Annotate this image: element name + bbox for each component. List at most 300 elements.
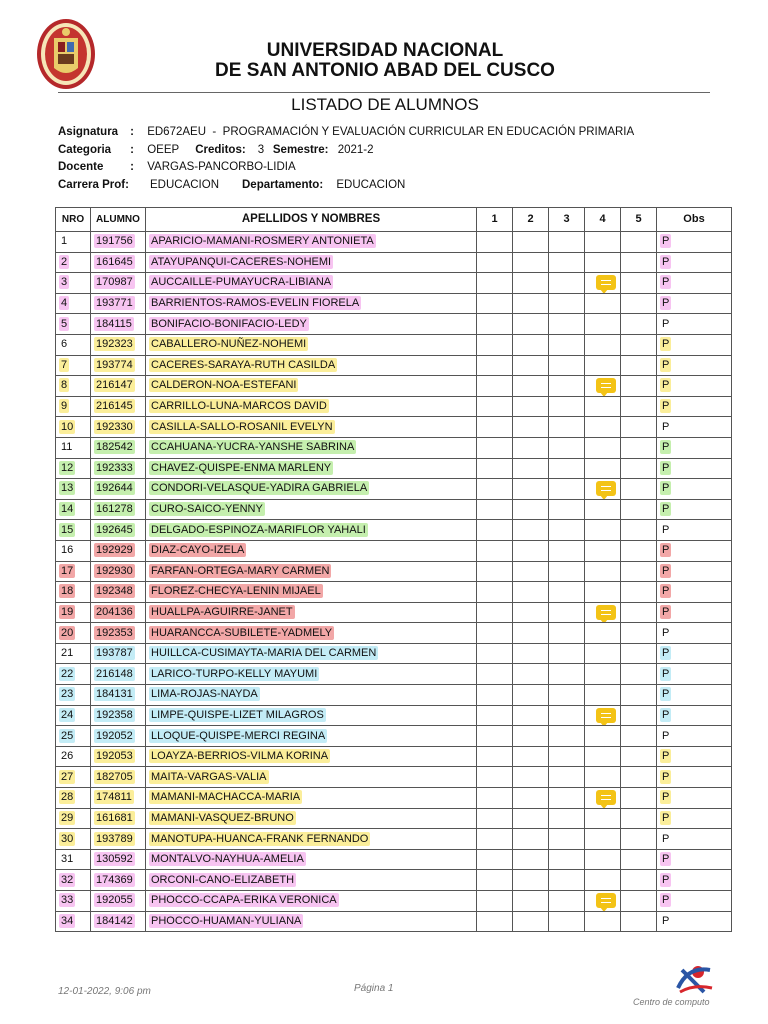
- cell-name: [146, 643, 477, 664]
- student-name: LIMPE-QUISPE-LIZET MILAGROS: [151, 708, 324, 721]
- cell-alumno: [91, 767, 146, 788]
- cell-grade-4: [585, 252, 621, 273]
- cell-grade-1: [477, 499, 513, 520]
- cell-grade-1: [477, 561, 513, 582]
- student-code: 192348: [96, 585, 133, 598]
- row-number: 26: [61, 750, 74, 763]
- cell-grade-4: [585, 437, 621, 458]
- obs-value: P: [662, 585, 670, 598]
- cell-grade-2: [513, 520, 549, 541]
- cell-name: [146, 870, 477, 891]
- student-code: 170987: [96, 276, 133, 289]
- cell-grade-3: [549, 726, 585, 747]
- student-code: 192645: [96, 523, 133, 536]
- obs-value: P: [662, 605, 670, 618]
- student-code: 216147: [96, 379, 133, 392]
- cell-grade-3: [549, 582, 585, 603]
- meta-carrera: [58, 178, 405, 192]
- student-name: CHAVEZ-QUISPE-ENMA MARLENY: [151, 461, 332, 474]
- university-seal-logo: [36, 18, 96, 90]
- student-code: 130592: [96, 853, 133, 866]
- student-name: BONIFACIO-BONIFACIO-LEDY: [151, 317, 307, 330]
- cell-grade-2: [513, 293, 549, 314]
- cell-grade-1: [477, 458, 513, 479]
- cell-nro: [56, 849, 91, 870]
- table-header-row: [56, 208, 732, 232]
- cell-grade-4: [585, 808, 621, 829]
- row-number: 20: [61, 626, 74, 639]
- cell-grade-5: [621, 540, 657, 561]
- header-col-5: 5: [621, 208, 657, 232]
- cell-grade-2: [513, 911, 549, 932]
- cell-obs: [657, 355, 732, 376]
- cell-grade-2: [513, 561, 549, 582]
- cell-grade-3: [549, 561, 585, 582]
- cell-grade-3: [549, 293, 585, 314]
- student-name: FLOREZ-CHECYA-LENIN MIJAEL: [151, 585, 321, 598]
- cell-alumno: [91, 746, 146, 767]
- row-number: 27: [61, 770, 74, 783]
- cell-alumno: [91, 911, 146, 932]
- cell-obs: [657, 685, 732, 706]
- table-row: [56, 334, 732, 355]
- cell-obs: [657, 582, 732, 603]
- table-row: [56, 891, 732, 912]
- cell-grade-4: [585, 829, 621, 850]
- cell-grade-3: [549, 643, 585, 664]
- colon: :: [130, 126, 134, 138]
- cell-nro: [56, 293, 91, 314]
- cell-nro: [56, 561, 91, 582]
- cell-alumno: [91, 891, 146, 912]
- cell-grade-1: [477, 849, 513, 870]
- cell-alumno: [91, 643, 146, 664]
- cell-nro: [56, 252, 91, 273]
- cell-alumno: [91, 376, 146, 397]
- cell-grade-1: [477, 602, 513, 623]
- student-name: HUARANCCA-SUBILETE-YADMELY: [151, 626, 333, 639]
- cell-nro: [56, 911, 91, 932]
- cell-alumno: [91, 334, 146, 355]
- cell-grade-1: [477, 540, 513, 561]
- comment-icon[interactable]: [596, 378, 616, 393]
- cell-grade-5: [621, 561, 657, 582]
- cell-grade-1: [477, 767, 513, 788]
- cell-grade-2: [513, 788, 549, 809]
- row-number: 17: [61, 564, 74, 577]
- student-name: LOAYZA-BERRIOS-VILMA KORINA: [151, 750, 329, 763]
- row-number: 2: [61, 255, 68, 268]
- cell-grade-4: [585, 870, 621, 891]
- table-row: [56, 417, 732, 438]
- student-code: 161645: [96, 255, 133, 268]
- cell-nro: [56, 334, 91, 355]
- student-name: LLOQUE-QUISPE-MERCI REGINA: [151, 729, 326, 742]
- page-title: LISTADO DE ALUMNOS: [291, 95, 479, 114]
- cell-nro: [56, 314, 91, 335]
- cell-obs: [657, 808, 732, 829]
- cell-name: [146, 623, 477, 644]
- cell-nro: [56, 705, 91, 726]
- departamento-label: Departamento:: [242, 179, 324, 191]
- cell-grade-4: [585, 520, 621, 541]
- cell-grade-5: [621, 458, 657, 479]
- cell-obs: [657, 623, 732, 644]
- cell-grade-1: [477, 479, 513, 500]
- cell-grade-1: [477, 808, 513, 829]
- cell-nro: [56, 396, 91, 417]
- cell-grade-5: [621, 293, 657, 314]
- cell-nro: [56, 437, 91, 458]
- row-number: 13: [61, 482, 74, 495]
- cell-grade-1: [477, 623, 513, 644]
- cell-nro: [56, 602, 91, 623]
- student-name: MONTALVO-NAYHUA-AMELIA: [151, 853, 304, 866]
- student-name: MAMANI-VASQUEZ-BRUNO: [151, 811, 294, 824]
- cell-name: [146, 767, 477, 788]
- obs-value: P: [662, 873, 670, 886]
- student-code: 192358: [96, 708, 133, 721]
- cell-nro: [56, 582, 91, 603]
- cell-grade-2: [513, 829, 549, 850]
- footer-center-label: Centro de computo: [633, 997, 710, 1007]
- cell-grade-2: [513, 870, 549, 891]
- cell-grade-4: [585, 911, 621, 932]
- cell-nro: [56, 685, 91, 706]
- cell-grade-1: [477, 520, 513, 541]
- student-code: 204136: [96, 605, 133, 618]
- cell-name: [146, 458, 477, 479]
- row-number: 5: [61, 317, 68, 330]
- comment-icon[interactable]: [596, 790, 616, 805]
- cell-grade-2: [513, 746, 549, 767]
- cell-grade-2: [513, 602, 549, 623]
- cell-name: [146, 417, 477, 438]
- table-row: [56, 520, 732, 541]
- cell-grade-4: [585, 849, 621, 870]
- cell-grade-5: [621, 849, 657, 870]
- student-name: CURO-SAICO-YENNY: [151, 503, 263, 516]
- cell-grade-3: [549, 767, 585, 788]
- cell-nro: [56, 829, 91, 850]
- student-code: 184131: [96, 688, 133, 701]
- cell-grade-4: [585, 232, 621, 253]
- cell-obs: [657, 788, 732, 809]
- student-code: 193789: [96, 832, 133, 845]
- cell-grade-3: [549, 396, 585, 417]
- cell-grade-1: [477, 376, 513, 397]
- cell-grade-3: [549, 520, 585, 541]
- cell-grade-4: [585, 891, 621, 912]
- cell-grade-4: [585, 314, 621, 335]
- cell-name: [146, 788, 477, 809]
- cell-grade-5: [621, 499, 657, 520]
- cell-grade-2: [513, 891, 549, 912]
- table-row: [56, 685, 732, 706]
- cell-obs: [657, 437, 732, 458]
- student-name: CALDERON-NOA-ESTEFANI: [151, 379, 297, 392]
- cell-name: [146, 849, 477, 870]
- meta-categoria: [58, 143, 374, 157]
- obs-value: P: [662, 832, 670, 845]
- student-name: APARICIO-MAMANI-ROSMERY ANTONIETA: [151, 235, 374, 248]
- row-number: 1: [61, 235, 68, 248]
- cell-grade-5: [621, 396, 657, 417]
- cell-grade-1: [477, 396, 513, 417]
- student-name: CARRILLO-LUNA-MARCOS DAVID: [151, 400, 327, 413]
- cell-alumno: [91, 664, 146, 685]
- cell-obs: [657, 232, 732, 253]
- cell-grade-4: [585, 355, 621, 376]
- obs-value: P: [662, 750, 670, 763]
- row-number: 31: [61, 853, 74, 866]
- cell-obs: [657, 540, 732, 561]
- cell-grade-2: [513, 376, 549, 397]
- student-code: 192333: [96, 461, 133, 474]
- obs-value: P: [662, 255, 670, 268]
- cell-grade-3: [549, 808, 585, 829]
- cell-nro: [56, 520, 91, 541]
- cell-nro: [56, 767, 91, 788]
- cell-grade-1: [477, 293, 513, 314]
- table-row: [56, 664, 732, 685]
- table-row: [56, 499, 732, 520]
- cell-alumno: [91, 293, 146, 314]
- row-number: 6: [61, 338, 68, 351]
- comment-icon[interactable]: [596, 275, 616, 290]
- row-number: 14: [61, 503, 74, 516]
- cell-grade-3: [549, 334, 585, 355]
- cell-name: [146, 602, 477, 623]
- cell-obs: [657, 664, 732, 685]
- cell-name: [146, 829, 477, 850]
- cell-nro: [56, 417, 91, 438]
- cell-obs: [657, 602, 732, 623]
- cell-name: [146, 891, 477, 912]
- table-row: [56, 911, 732, 932]
- cell-nro: [56, 499, 91, 520]
- cell-grade-3: [549, 788, 585, 809]
- cell-grade-2: [513, 705, 549, 726]
- student-name: CACERES-SARAYA-RUTH CASILDA: [151, 358, 336, 371]
- asignatura-name: PROGRAMACIÓN Y EVALUACIÓN CURRICULAR EN EDUCACIÓN PRIMARIA: [222, 126, 635, 138]
- table-row: [56, 767, 732, 788]
- categoria-label: Categoria: [58, 144, 112, 156]
- cell-grade-3: [549, 870, 585, 891]
- comment-icon[interactable]: [596, 708, 616, 723]
- cell-grade-1: [477, 911, 513, 932]
- cell-alumno: [91, 273, 146, 294]
- cell-name: [146, 334, 477, 355]
- carrera-label: Carrera Prof:: [58, 179, 129, 191]
- university-name-line1: UNIVERSIDAD NACIONAL: [266, 40, 504, 61]
- obs-value: P: [662, 647, 670, 660]
- cell-alumno: [91, 602, 146, 623]
- cell-alumno: [91, 355, 146, 376]
- row-number: 33: [61, 894, 74, 907]
- cell-nro: [56, 664, 91, 685]
- carrera-value: EDUCACION: [150, 179, 220, 191]
- cell-grade-4: [585, 273, 621, 294]
- table-row: [56, 582, 732, 603]
- semestre-label: Semestre:: [272, 144, 329, 156]
- cell-name: [146, 664, 477, 685]
- docente-label: Docente: [58, 161, 104, 173]
- semestre-value: 2021-2: [337, 144, 374, 156]
- table-row: [56, 376, 732, 397]
- header-apellidos-nombres: APELLIDOS Y NOMBRES: [146, 208, 477, 232]
- cell-grade-3: [549, 314, 585, 335]
- cell-obs: [657, 273, 732, 294]
- obs-value: P: [662, 770, 670, 783]
- cell-nro: [56, 479, 91, 500]
- table-row: [56, 623, 732, 644]
- obs-value: P: [662, 667, 670, 680]
- cell-obs: [657, 891, 732, 912]
- cell-alumno: [91, 314, 146, 335]
- cell-nro: [56, 355, 91, 376]
- cell-obs: [657, 458, 732, 479]
- obs-value: P: [662, 338, 670, 351]
- cell-grade-2: [513, 355, 549, 376]
- header-alumno: ALUMNO: [91, 208, 146, 232]
- cell-grade-2: [513, 849, 549, 870]
- cell-name: [146, 437, 477, 458]
- cell-grade-3: [549, 891, 585, 912]
- cell-grade-1: [477, 870, 513, 891]
- cell-name: [146, 520, 477, 541]
- cell-name: [146, 499, 477, 520]
- cell-name: [146, 808, 477, 829]
- cell-nro: [56, 458, 91, 479]
- cell-nro: [56, 623, 91, 644]
- cell-nro: [56, 891, 91, 912]
- student-code: 216145: [96, 400, 133, 413]
- cell-name: [146, 746, 477, 767]
- student-code: 174811: [96, 791, 132, 804]
- meta-asignatura: [58, 125, 634, 139]
- cell-name: [146, 232, 477, 253]
- cell-grade-2: [513, 458, 549, 479]
- cell-name: [146, 293, 477, 314]
- cell-grade-1: [477, 746, 513, 767]
- obs-value: P: [662, 461, 670, 474]
- cell-grade-3: [549, 746, 585, 767]
- row-number: 18: [61, 585, 74, 598]
- cell-grade-5: [621, 355, 657, 376]
- comment-icon[interactable]: [596, 481, 616, 496]
- comment-icon[interactable]: [596, 893, 616, 908]
- student-code: 192055: [96, 894, 133, 907]
- cell-grade-1: [477, 788, 513, 809]
- cell-grade-3: [549, 458, 585, 479]
- comment-icon[interactable]: [596, 605, 616, 620]
- obs-value: P: [662, 544, 670, 557]
- dash-separator: -: [209, 126, 220, 138]
- obs-value: P: [662, 811, 670, 824]
- cell-grade-5: [621, 273, 657, 294]
- student-code: 192052: [96, 729, 133, 742]
- cell-grade-1: [477, 664, 513, 685]
- row-number: 34: [61, 914, 74, 927]
- cell-name: [146, 355, 477, 376]
- cell-alumno: [91, 788, 146, 809]
- obs-value: P: [662, 235, 670, 248]
- cell-grade-1: [477, 643, 513, 664]
- obs-value: P: [662, 276, 670, 289]
- colon: :: [130, 161, 134, 173]
- student-code: 192353: [96, 626, 133, 639]
- row-number: 3: [61, 276, 68, 289]
- header-col-1: 1: [477, 208, 513, 232]
- student-code: 184142: [96, 914, 133, 927]
- cell-grade-2: [513, 252, 549, 273]
- cell-grade-4: [585, 376, 621, 397]
- cell-grade-1: [477, 355, 513, 376]
- cell-alumno: [91, 808, 146, 829]
- cell-obs: [657, 726, 732, 747]
- table-row: [56, 273, 732, 294]
- cell-alumno: [91, 870, 146, 891]
- creditos-value: 3: [257, 144, 265, 156]
- table-row: [56, 458, 732, 479]
- cell-nro: [56, 376, 91, 397]
- student-code: 193774: [96, 358, 133, 371]
- cell-obs: [657, 376, 732, 397]
- cell-grade-4: [585, 726, 621, 747]
- cell-name: [146, 582, 477, 603]
- student-code: 192929: [96, 544, 133, 557]
- cell-grade-5: [621, 664, 657, 685]
- cell-alumno: [91, 252, 146, 273]
- obs-value: P: [662, 317, 670, 330]
- cell-obs: [657, 849, 732, 870]
- cell-grade-2: [513, 808, 549, 829]
- student-name: FARFAN-ORTEGA-MARY CARMEN: [151, 564, 330, 577]
- cell-obs: [657, 314, 732, 335]
- cell-grade-5: [621, 643, 657, 664]
- header-col-2: 2: [513, 208, 549, 232]
- cell-grade-1: [477, 417, 513, 438]
- docente-value: VARGAS-PANCORBO-LIDIA: [147, 161, 296, 173]
- student-name: MAMANI-MACHACCA-MARIA: [151, 791, 301, 804]
- cell-obs: [657, 829, 732, 850]
- header-nro: NRO: [56, 208, 91, 232]
- cell-grade-5: [621, 437, 657, 458]
- cell-alumno: [91, 458, 146, 479]
- cell-grade-3: [549, 829, 585, 850]
- cell-grade-5: [621, 334, 657, 355]
- obs-value: P: [662, 626, 670, 639]
- cell-grade-4: [585, 746, 621, 767]
- table-row: [56, 808, 732, 829]
- cell-grade-1: [477, 232, 513, 253]
- table-row: [56, 602, 732, 623]
- cell-grade-4: [585, 767, 621, 788]
- header-col-4: 4: [585, 208, 621, 232]
- student-name: AUCCAILLE-PUMAYUCRA-LIBIANA: [151, 276, 332, 289]
- cell-name: [146, 685, 477, 706]
- cell-name: [146, 376, 477, 397]
- cell-obs: [657, 396, 732, 417]
- obs-value: P: [662, 482, 670, 495]
- row-number: 12: [61, 461, 74, 474]
- cell-grade-2: [513, 623, 549, 644]
- cell-grade-1: [477, 829, 513, 850]
- table-row: [56, 396, 732, 417]
- cell-obs: [657, 334, 732, 355]
- student-code: 192053: [96, 750, 133, 763]
